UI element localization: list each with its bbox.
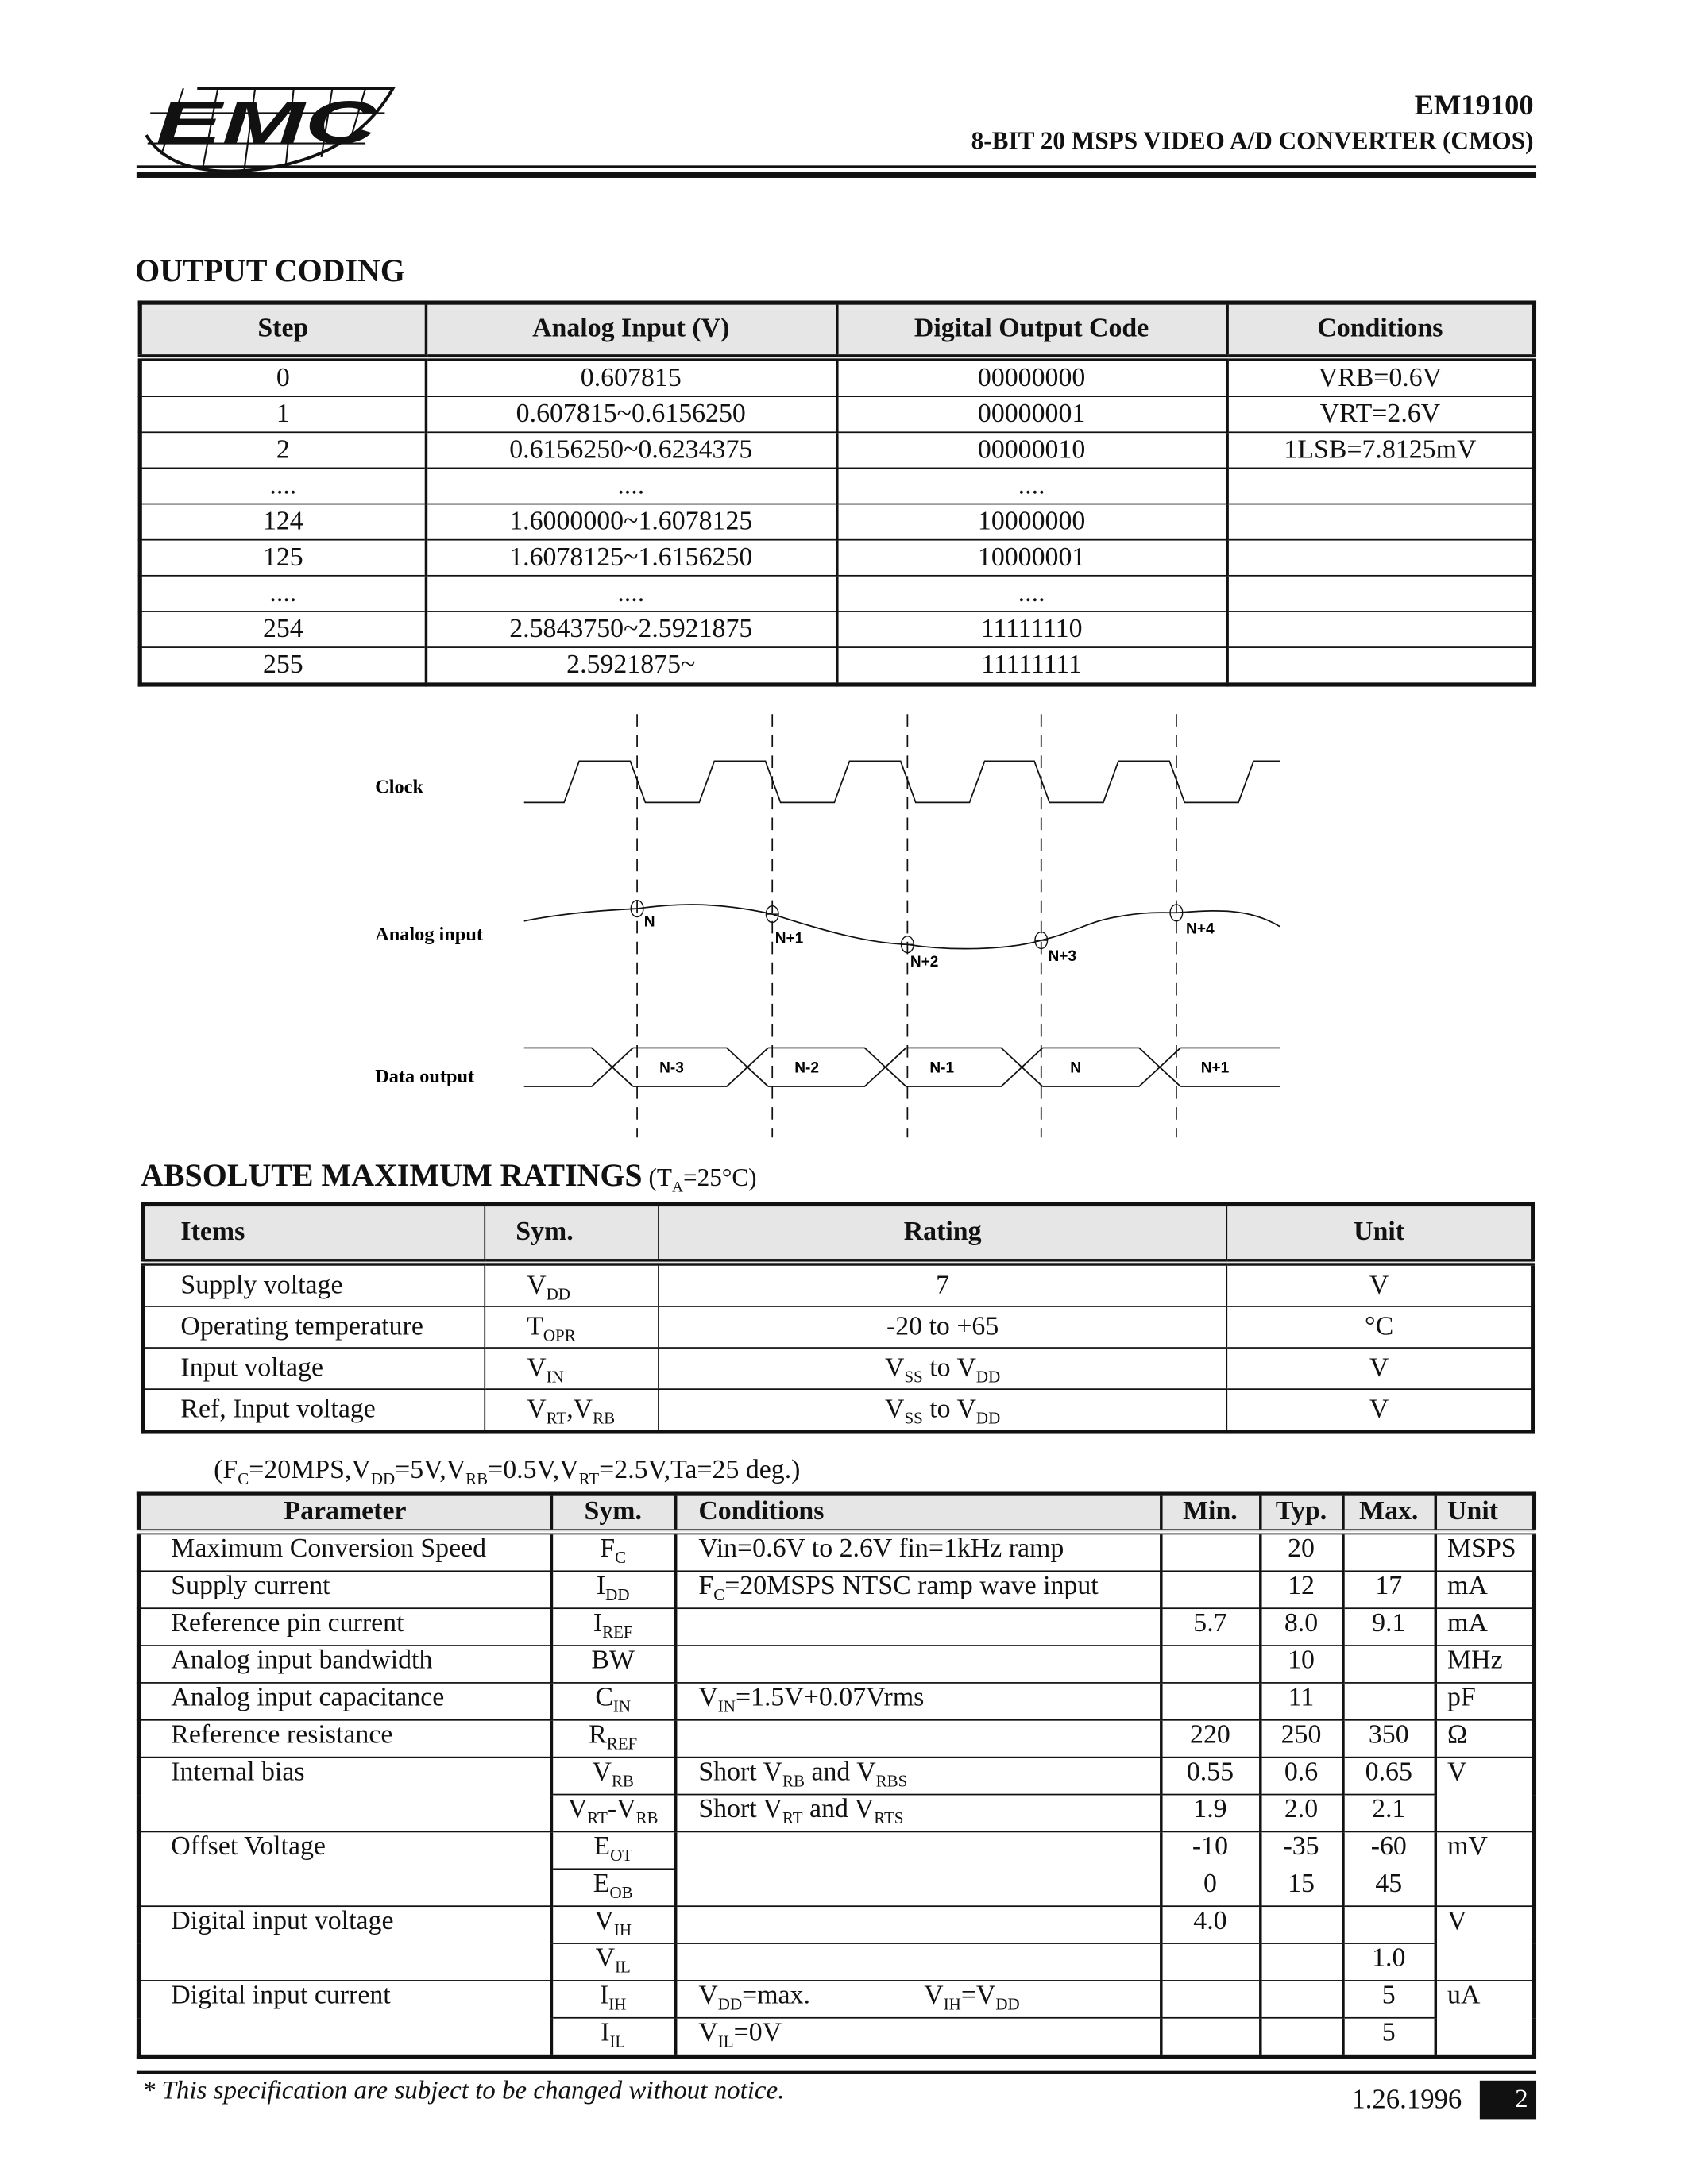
min-cell [1161,1646,1260,1683]
unit-cell [1435,2018,1534,2057]
unit-cell: mA [1435,1571,1534,1608]
electrical-characteristics-table [137,1491,1536,2059]
abs-max-table [141,1202,1535,1434]
subscript: REF [606,1734,638,1754]
typ-cell [1260,1943,1342,1981]
subscript: RT [587,1808,608,1828]
typ-cell: 8.0 [1260,1608,1342,1646]
text-segment: I [596,1572,606,1601]
text-segment: E [593,1870,610,1899]
column-header: Min. [1161,1494,1260,1532]
table-cell: .... [426,576,836,612]
column-header: Typ. [1260,1494,1342,1532]
subscript: IL [717,2032,734,2051]
table-cell: 0.6156250~0.6234375 [426,432,836,468]
sym-cell [551,1869,675,1906]
text-segment: V [885,1353,905,1383]
abs-max-title: ABSOLUTE MAXIMUM RATINGS [141,1158,643,1193]
table-cell: 7 [659,1262,1226,1306]
table-cell: 0.607815~0.6156250 [426,396,836,432]
min-cell [1161,1532,1260,1571]
min-cell [1161,1981,1260,2018]
column-header: Digital Output Code [836,303,1226,357]
table-row [143,1262,1533,1306]
column-header: Step [140,303,425,357]
subscript: IH [943,1994,961,2014]
table-cell: 00000010 [836,432,1226,468]
column-header: Unit [1226,1204,1532,1262]
subscript: IN [717,1696,736,1716]
table-cell [485,1389,659,1432]
unit-cell: uA [1435,1981,1534,2018]
text-segment: V [527,1271,547,1300]
text-segment: I [593,1609,603,1638]
table-row [138,1758,1534,1795]
clock-label: Clock [375,776,423,798]
unit-cell [1435,1795,1534,1832]
text-segment: F [698,1572,714,1601]
table-cell: 124 [140,504,425,540]
column-header: Rating [659,1204,1226,1262]
table-cell: V [1226,1348,1532,1389]
table-cell [485,1262,659,1306]
subscript: DD [605,1584,630,1605]
data-output-label: N [1070,1059,1082,1077]
sample-label: N+2 [910,954,939,971]
table-cell: Ref, Input voltage [143,1389,485,1432]
text-segment: =max. V [742,1981,944,2011]
electrical-section [137,1491,1536,2120]
cond-cell: Vin=0.6V to 2.6V fin=1kHz ramp [675,1532,1161,1571]
text-segment: F [600,1534,616,1564]
max-cell: 5 [1342,1981,1435,2018]
subscript: IL [609,2032,626,2051]
table-cell: °C [1226,1306,1532,1348]
column-header: Items [143,1204,485,1262]
unit-cell: MSPS [1435,1532,1534,1571]
min-cell: 0.55 [1161,1758,1260,1795]
parameter-cell: Digital input current [138,1981,550,2056]
min-cell: 4.0 [1161,1906,1260,1943]
max-cell [1342,1683,1435,1720]
typ-cell: 250 [1260,1720,1342,1758]
subscript: SS [904,1367,923,1387]
unit-cell: mA [1435,1608,1534,1646]
max-cell [1342,1906,1435,1943]
table-cell: 00000001 [836,396,1226,432]
sample-label: N [643,913,655,931]
table-cell: 1.6078125~1.6156250 [426,540,836,576]
data-output-label: N-3 [659,1059,684,1077]
subscript: RB [465,1468,489,1489]
column-header: Unit [1435,1494,1534,1532]
column-header: Conditions [1226,303,1534,357]
subscript: RT [578,1468,600,1489]
sym-cell [551,1795,675,1832]
table-cell: 2.5921875~ [426,647,836,685]
sym-cell [551,1943,675,1981]
subscript: RT [546,1408,567,1428]
subscript: RB [782,1771,805,1791]
typ-cell: 0.6 [1260,1758,1342,1795]
subscript: OB [609,1882,633,1903]
parameter-cell: Reference pin current [138,1608,550,1646]
text-segment: R [589,1720,607,1750]
text-segment: (T [642,1163,672,1191]
cond-cell [675,1981,1161,2018]
electrical-conditions [214,1456,801,1489]
max-cell: 350 [1342,1720,1435,1758]
text-segment: V [698,1981,718,2011]
sample-label: N+1 [774,930,804,947]
subscript: A [671,1179,683,1196]
cond-cell [675,1795,1161,1832]
typ-cell [1260,2018,1342,2057]
table-cell: .... [426,468,836,504]
text-segment: and V [805,1758,876,1787]
text-segment: V [595,1943,616,1974]
cond-cell [675,2018,1161,2057]
subscript: RB [635,1808,659,1828]
sample-label: N+3 [1048,948,1076,966]
footer-note: * This specification are subject to be changed without notice. [141,2076,785,2106]
part-number: EM19100 [1414,88,1534,122]
table-cell: V [1226,1389,1532,1432]
table-cell: .... [140,576,425,612]
table-cell: 0 [140,358,425,397]
table-cell: 2 [140,432,425,468]
table-row [138,1831,1534,1869]
subscript: RB [611,1771,634,1791]
subscript: RTS [874,1808,904,1828]
unit-cell: mV [1435,1831,1534,1869]
unit-cell: V [1435,1906,1534,1943]
subscript: IN [546,1367,564,1387]
text-segment: =0.5V,V [488,1456,579,1485]
subscript: C [615,1547,627,1568]
table-row [138,1720,1534,1758]
text-segment: V [592,1758,612,1787]
text-segment: V [885,1395,905,1424]
min-cell: 1.9 [1161,1795,1260,1832]
typ-cell: 10 [1260,1646,1342,1683]
text-segment: Short V [698,1758,783,1787]
min-cell: 5.7 [1161,1608,1260,1646]
max-cell: -60 [1342,1831,1435,1869]
subscript: RB [593,1408,616,1428]
column-header: Sym. [485,1204,659,1262]
text-segment: ,V [566,1395,593,1424]
table-cell: .... [836,468,1226,504]
max-cell: 0.65 [1342,1758,1435,1795]
text-segment: V [567,1795,588,1824]
subscript: IH [613,1920,632,1940]
column-header: Analog Input (V) [426,303,836,357]
table-cell: 0.607815 [426,358,836,397]
data-output-label: N+1 [1200,1059,1230,1077]
table-cell [659,1348,1226,1389]
cond-cell [675,1869,1161,1906]
max-cell: 2.1 [1342,1795,1435,1832]
table-row [138,1906,1534,1943]
table-row [138,1981,1534,2018]
subscript: IL [615,1957,631,1977]
sym-cell [551,1720,675,1758]
parameter-cell: Reference resistance [138,1720,550,1758]
sym-cell [551,1758,675,1795]
abs-max-title-line [141,1158,757,1194]
table-cell: 2.5843750~2.5921875 [426,612,836,647]
unit-cell [1435,1869,1534,1906]
subscript: DD [717,1994,743,2014]
subscript: OPR [543,1325,576,1345]
column-header: Sym. [551,1494,675,1532]
text-segment: I [599,1981,609,2011]
max-cell: 17 [1342,1571,1435,1608]
text-segment: V [527,1395,547,1424]
document-subtitle: 8-BIT 20 MSPS VIDEO A/D CONVERTER (CMOS) [971,126,1534,155]
table-cell: 00000000 [836,358,1226,397]
table-cell: .... [836,576,1226,612]
min-cell [1161,1571,1260,1608]
typ-cell [1260,1981,1342,2018]
table-cell: VRT=2.6V [1226,396,1534,432]
unit-cell [1435,1943,1534,1981]
sym-cell [551,1571,675,1608]
data-output-label: Data output [375,1065,475,1087]
max-cell: 9.1 [1342,1608,1435,1646]
max-cell: 5 [1342,2018,1435,2057]
text-segment: C [595,1683,613,1713]
data-output-label: N-1 [929,1059,955,1077]
table-cell: 1 [140,396,425,432]
unit-cell: Ω [1435,1720,1534,1758]
subscript: DD [370,1468,396,1489]
table-cell [659,1389,1226,1432]
text-segment: =1.5V+0.07Vrms [735,1683,925,1713]
subscript: REF [602,1622,633,1642]
text-segment: V [698,2018,718,2048]
sym-cell: BW [551,1646,675,1683]
output-coding-title: OUTPUT CODING [135,253,405,288]
parameter-cell: Digital input voltage [138,1906,550,1981]
parameter-cell: Supply current [138,1571,550,1608]
subscript: OT [610,1845,633,1866]
sym-cell [551,1532,675,1571]
text-segment: V [594,1907,614,1936]
sym-cell [551,1683,675,1720]
cond-cell [675,1906,1161,1943]
column-header: Conditions [675,1494,1161,1532]
table-cell: VRB=0.6V [1226,358,1534,397]
text-segment: =2.5V,Ta=25 deg.) [599,1456,801,1485]
footer-date: 1.26.1996 [1351,2084,1462,2116]
table-row [138,1646,1534,1683]
typ-cell [1260,1906,1342,1943]
unit-cell: MHz [1435,1646,1534,1683]
unit-cell: pF [1435,1683,1534,1720]
table-row [138,1532,1534,1571]
cond-cell [675,1683,1161,1720]
min-cell: -10 [1161,1831,1260,1869]
subscript: IH [608,1994,627,2014]
cond-cell [675,1758,1161,1795]
text-segment: V [698,1683,718,1713]
text-segment: =V [960,1981,996,2011]
table-row [143,1389,1533,1432]
subscript: IN [612,1696,632,1716]
analog-input-label: Analog input [375,924,483,946]
max-cell [1342,1646,1435,1683]
table-cell: 11111110 [836,612,1226,647]
parameter-cell: Maximum Conversion Speed [138,1532,550,1571]
typ-cell: 12 [1260,1571,1342,1608]
table-cell: 1LSB=7.8125mV [1226,432,1534,468]
text-segment: =5V,V [395,1456,466,1485]
sym-cell [551,2018,675,2057]
max-cell: 1.0 [1342,1943,1435,1981]
footer [137,2074,1536,2120]
table-row [138,1571,1534,1608]
sym-cell [551,1906,675,1943]
table-cell: Supply voltage [143,1262,485,1306]
text-segment: =20MPS,V [249,1456,371,1485]
cond-cell [675,1943,1161,1981]
parameter-cell: Offset Voltage [138,1831,550,1906]
text-segment: =0V [733,2018,782,2048]
table-row [138,1683,1534,1720]
subscript: DD [995,1994,1020,2014]
page-number: 2 [1480,2081,1536,2120]
table-cell: 254 [140,612,425,647]
table-cell: .... [140,468,425,504]
subscript: RT [782,1808,803,1828]
text-segment: to V [922,1395,976,1424]
subscript: DD [546,1283,570,1304]
table-row [143,1306,1533,1348]
typ-cell: 20 [1260,1532,1342,1571]
table-cell: 125 [140,540,425,576]
text-segment: =25°C) [682,1163,757,1191]
table-cell: 255 [140,647,425,685]
abs-max-condition [642,1163,757,1196]
sym-cell [551,1608,675,1646]
table-cell: 1.6000000~1.6078125 [426,504,836,540]
text-segment: -V [607,1795,636,1824]
subscript: C [713,1584,725,1605]
table-cell: V [1226,1262,1532,1306]
min-cell: 220 [1161,1720,1260,1758]
cond-cell [675,1831,1161,1869]
min-cell [1161,1683,1260,1720]
typ-cell: 11 [1260,1683,1342,1720]
sym-cell [551,1831,675,1869]
cond-cell [675,1571,1161,1608]
table-cell: -20 to +65 [659,1306,1226,1348]
table-cell: 10000001 [836,540,1226,576]
table-cell: Operating temperature [143,1306,485,1348]
text-segment: I [601,2018,610,2048]
parameter-cell: Internal bias [138,1758,550,1832]
subscript: DD [975,1408,1001,1428]
cond-cell [675,1608,1161,1646]
table-row [143,1348,1533,1389]
table-cell: 11111111 [836,647,1226,685]
table-cell: Input voltage [143,1348,485,1389]
text-segment: to V [922,1353,976,1383]
max-cell [1342,1532,1435,1571]
min-cell: 0 [1161,1869,1260,1906]
typ-cell: 2.0 [1260,1795,1342,1832]
cond-cell [675,1720,1161,1758]
subscript: C [238,1468,249,1489]
table-row [138,1608,1534,1646]
typ-cell: 15 [1260,1869,1342,1906]
unit-cell: V [1435,1758,1534,1795]
text-segment: T [527,1312,543,1341]
parameter-cell: Analog input bandwidth [138,1646,550,1683]
table-cell: 10000000 [836,504,1226,540]
typ-cell: -35 [1260,1831,1342,1869]
text-segment: (F [214,1456,238,1485]
data-output-label: N-2 [794,1059,819,1077]
column-header: Max. [1342,1494,1435,1532]
parameter-cell: Analog input capacitance [138,1683,550,1720]
subscript: DD [975,1367,1001,1387]
max-cell: 45 [1342,1869,1435,1906]
min-cell [1161,1943,1260,1981]
sample-label: N+4 [1186,920,1215,938]
table-cell [485,1348,659,1389]
subscript: SS [904,1408,923,1428]
text-segment: V [527,1353,547,1383]
text-segment: and V [802,1795,875,1824]
logo-text: EMC [156,89,379,157]
subscript: RBS [875,1771,908,1791]
cond-cell [675,1646,1161,1683]
text-segment: Short V [698,1795,783,1824]
text-segment: =20MSPS NTSC ramp wave input [724,1572,1099,1601]
min-cell [1161,2018,1260,2057]
text-segment: E [593,1832,611,1862]
sym-cell [551,1981,675,2018]
column-header: Parameter [138,1494,550,1532]
table-cell [485,1306,659,1348]
